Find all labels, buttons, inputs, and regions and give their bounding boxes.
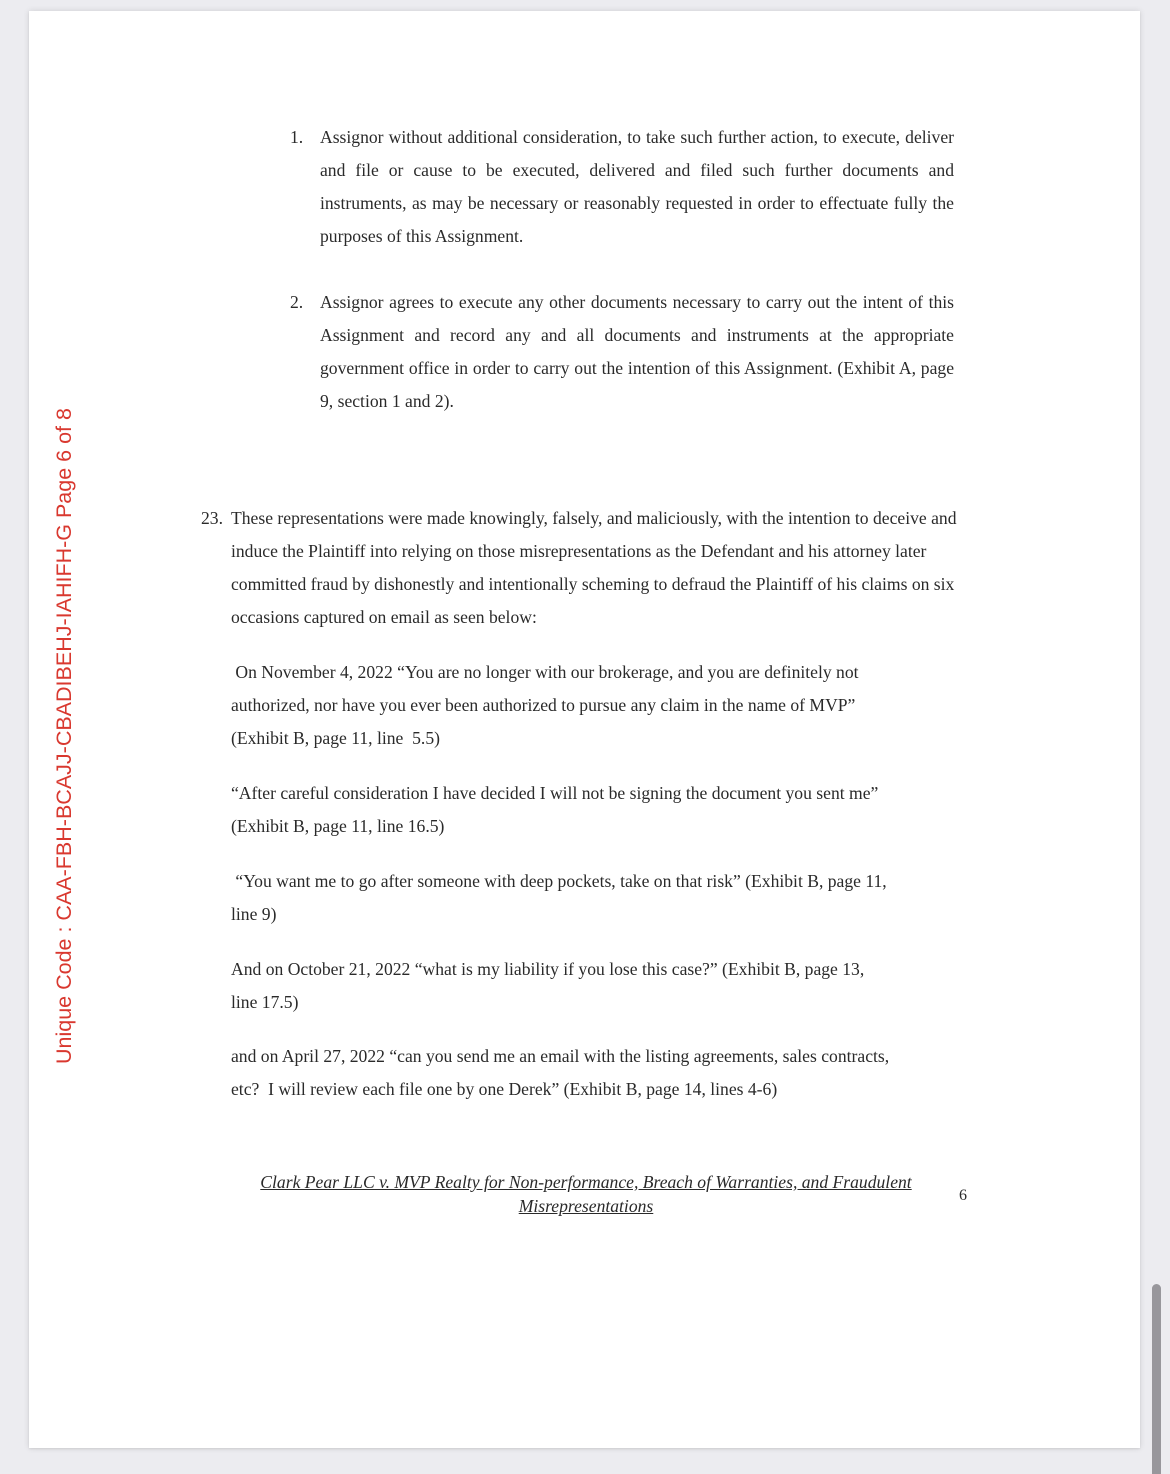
quote-citation: (Exhibit B, page 11, line 5.5)	[231, 728, 440, 748]
quote-block-2	[231, 777, 971, 843]
paragraph-23	[201, 502, 957, 634]
quote-line: etc? I will review each file one by one Derek” (Exhibit B, page 14, lines 4-6)	[231, 1079, 778, 1099]
quote-block-1	[231, 656, 971, 755]
quote-line: And on October 21, 2022 “what is my liability if you lose this case?” (Exhibit B, page 13,	[231, 959, 865, 979]
list-item-text: Assignor without additional consideration, to take such further action, to execute, deliver and file or cause to be executed, delivered and filed such further documents and instruments, as may be necessary or reasonably requested in order to effectuate fully the purposes of this Assignment.	[320, 127, 954, 246]
paragraph-text: These representations were made knowingly, falsely, and maliciously, with the intention to deceive and induce the Plaintiff into relying on those misrepresentations as the Defendant and his attorney later committed fraud by dishonestly and intentionally scheming to defraud the Plaintiff of his claims on six occasions captured on email as seen below:	[231, 508, 957, 627]
list-item-number: 2.	[290, 292, 304, 312]
unique-code-stamp: Unique Code : CAA-FBH-BCAJJ-CBADIBEHJ-IAHIFH-G Page 6 of 8	[52, 408, 76, 1064]
quote-block-4	[231, 953, 971, 1019]
quote-block-5	[231, 1040, 971, 1106]
quote-line: authorized, nor have you ever been authorized to pursue any claim in the name of MVP”	[231, 695, 856, 715]
page-number: 6	[959, 1187, 967, 1204]
list-item-1	[290, 121, 954, 253]
list-item-2	[290, 286, 954, 418]
quote-block-3	[231, 865, 971, 931]
footer-title-line-1: Clark Pear LLC v. MVP Realty for Non-performance, Breach of Warranties, and Fraudulent	[260, 1172, 912, 1192]
quote-line: and on April 27, 2022 “can you send me an email with the listing agreements, sales contracts,	[231, 1046, 890, 1066]
paragraph-number: 23.	[201, 508, 223, 528]
list-item-text: Assignor agrees to execute any other documents necessary to carry out the intent of this Assignment and record any and all documents and instruments at the appropriate government office in order to carry out the intention of this Assignment. (Exhibit A, page 9, section 1 and 2).	[320, 292, 954, 411]
quote-line: On November 4, 2022 “You are no longer with our brokerage, and you are definitely not	[231, 662, 859, 682]
quote-citation: line 9)	[231, 904, 277, 924]
quote-line: “You want me to go after someone with deep pockets, take on that risk” (Exhibit B, page 11,	[231, 871, 887, 891]
quote-citation: line 17.5)	[231, 992, 299, 1012]
vertical-scrollbar[interactable]	[1152, 1284, 1161, 1474]
quote-line: “After careful consideration I have decided I will not be signing the document you sent me”	[231, 783, 879, 803]
page-footer	[218, 1170, 954, 1218]
list-item-number: 1.	[290, 127, 304, 147]
footer-title-line-2: Misrepresentations	[518, 1196, 654, 1216]
quote-citation: (Exhibit B, page 11, line 16.5)	[231, 816, 445, 836]
